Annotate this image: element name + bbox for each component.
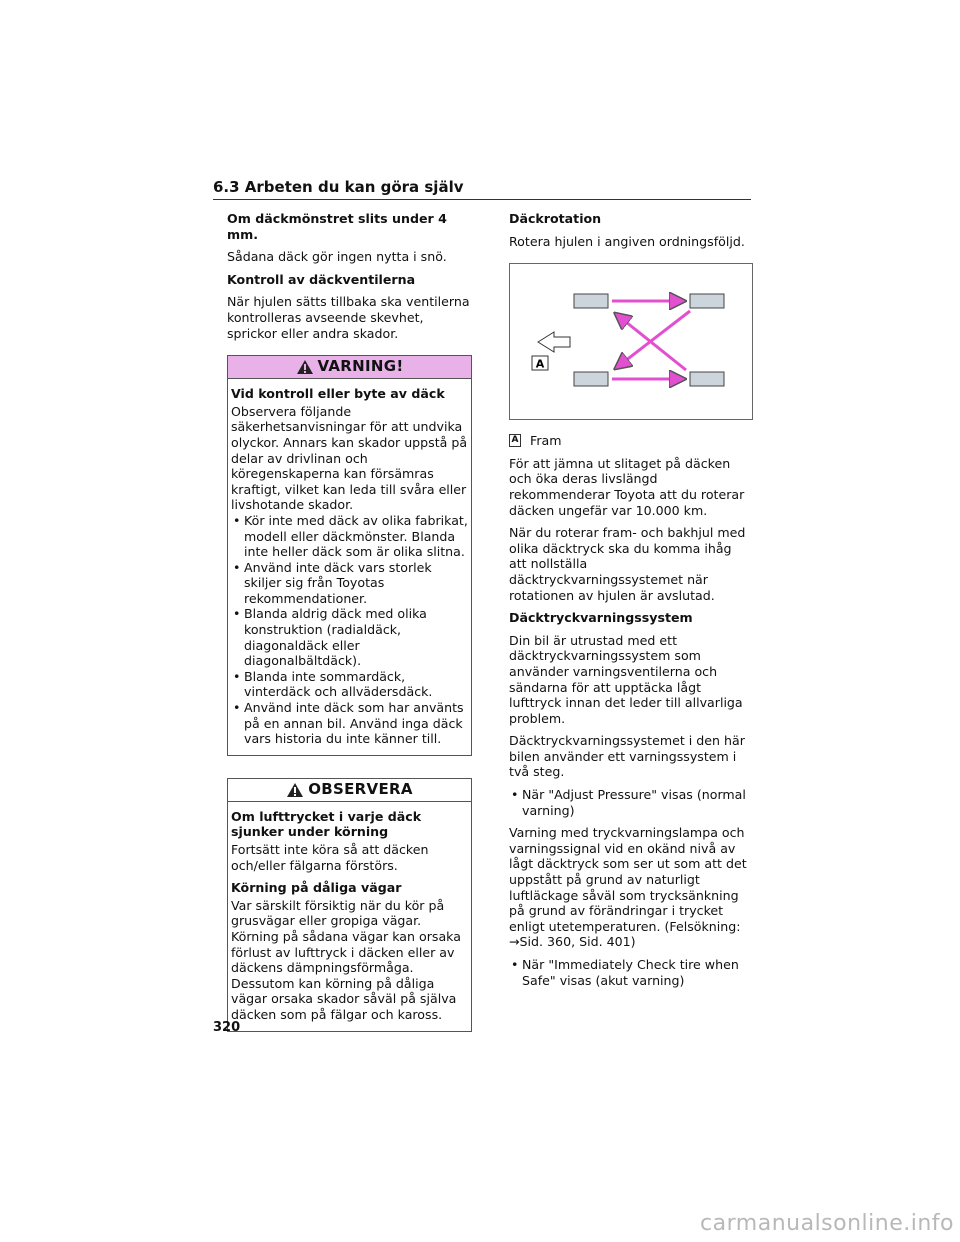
heading-tpws: Däcktryckvarningssystem xyxy=(509,610,693,626)
warning-list xyxy=(231,513,468,747)
notice-text-roads: Var särskilt försiktig när du kör på grusvägar eller gropiga vägar. Körning på sådana vägar kan orsaka förlust av lufttryck i däcken eller av däckens dämpningsförmåga. Dessutom kan körning på dåliga vägar orsaka skador såväl på själva däcken som på fälgar och kaross. xyxy=(231,897,461,1022)
notice-header xyxy=(228,779,471,802)
legend-text: Fram xyxy=(530,433,562,449)
diagram-label-a: A xyxy=(535,357,545,371)
warning-box xyxy=(227,355,472,756)
heading-tread-depth: Om däckmönstret slits under 4 mm. xyxy=(227,211,447,242)
tpws-list-2 xyxy=(509,957,751,988)
heading-valve-check: Kontroll av däckventilerna xyxy=(227,271,416,287)
warning-triangle-icon xyxy=(296,359,314,375)
page-reference-link[interactable]: →Sid. 360, Sid. 401) xyxy=(509,934,636,950)
notice-box xyxy=(227,778,472,1032)
tire-rear-right xyxy=(690,372,724,386)
caution-triangle-icon xyxy=(286,782,304,798)
notice-title-roads: Körning på dåliga vägar xyxy=(231,880,402,896)
warning-title: Vid kontroll eller byte av däck xyxy=(231,386,445,402)
tire-front-left xyxy=(574,294,608,308)
front-direction-arrow xyxy=(538,332,570,352)
list-item: • Använd inte däck som har använts på en annan bil. Använd inga däck vars historia du inte känner till. xyxy=(233,700,464,747)
paragraph-rotation: Rotera hjulen i angiven ordningsföljd. xyxy=(509,233,745,249)
warning-header xyxy=(228,356,471,379)
section-title: 6.3 Arbeten du kan göra själv xyxy=(213,178,464,196)
page-number: 320 xyxy=(213,1020,241,1035)
list-item: • När "Adjust Pressure" visas (normal varning) xyxy=(511,787,746,818)
tire-rear-left xyxy=(574,372,608,386)
right-column xyxy=(509,211,751,995)
tire-rotation-diagram xyxy=(509,263,753,420)
paragraph-snow: Sådana däck gör ingen nytta i snö. xyxy=(227,249,447,265)
list-item: • När "Immediately Check tire when Safe" visas (akut varning) xyxy=(511,957,739,988)
tpws-list-1 xyxy=(509,787,751,818)
legend xyxy=(509,433,751,449)
notice-text-pressure: Fortsätt inte köra så att däcken och/eller fälgarna förstörs. xyxy=(231,842,429,873)
heading-rotation: Däckrotation xyxy=(509,211,602,226)
watermark: carmanualsonline.info xyxy=(700,1211,954,1236)
warning-label: VARNING! xyxy=(317,357,404,376)
paragraph-reset: När du roterar fram- och bakhjul med olika däcktryck ska du komma ihåg att nollställa däcktryckvarningssystemet när rotationen av hjulen är avslutad. xyxy=(509,525,746,603)
warning-body: Observera följande säkerhetsanvisningar för att undvika olyckor. Annars kan skador uppstå på delar av drivlinan och köregenskaperna kan försämras kraftigt, vilket kan leda till svåra eller livshotande skador. xyxy=(231,403,468,513)
notice-title-pressure: Om lufttrycket i varje däck sjunker under körning xyxy=(231,808,422,840)
paragraph-tpws-intro: Din bil är utrustad med ett däcktryckvarningssystem som använder varningsventilerna och sändarna för att upptäcka lågt lufttryck innan det leder till allvarliga problem. xyxy=(509,632,743,726)
tire-front-right xyxy=(690,294,724,308)
rotation-illustration xyxy=(510,264,752,419)
left-column xyxy=(227,211,472,1032)
paragraph-valve-check: När hjulen sätts tillbaka ska ventilerna kontrolleras avseende skevhet, sprickor eller andra skador. xyxy=(227,294,470,341)
section-divider xyxy=(213,199,751,200)
paragraph-rotation-interval: För att jämna ut slitaget på däcken och öka deras livslängd rekommenderar Toyota att du roterar däcken ungefär var 10.000 km. xyxy=(509,455,745,518)
notice-label: OBSERVERA xyxy=(308,780,413,799)
list-item: • Blanda inte sommardäck, vinterdäck och allvädersdäck. xyxy=(233,668,433,700)
list-item: • Kör inte med däck av olika fabrikat, modell eller däckmönster. Blanda inte heller däck som är olika slitna. xyxy=(233,512,468,560)
paragraph-normal-warning: Varning med tryckvarningslampa och varningssignal vid en okänd nivå av lågt däcktryck som ser ut som att det uppstått på grund av naturligt luftläckage såväl som trycksänkning på grund av förändringar i trycket enligt utetemperaturen. (Felsökning: →Sid. 360, Sid. 401) xyxy=(509,825,747,950)
legend-key: A xyxy=(509,434,521,447)
list-item: • Använd inte däck vars storlek skiljer sig från Toyotas rekommendationer. xyxy=(233,559,432,606)
paragraph-tpws-steps: Däcktryckvarningssystemet i den här bilen använder ett varningssystem i två steg. xyxy=(509,733,745,780)
list-item: • Blanda aldrig däck med olika konstruktion (radialdäck, diagonaldäck eller diagonalbältdäck). xyxy=(233,606,427,669)
